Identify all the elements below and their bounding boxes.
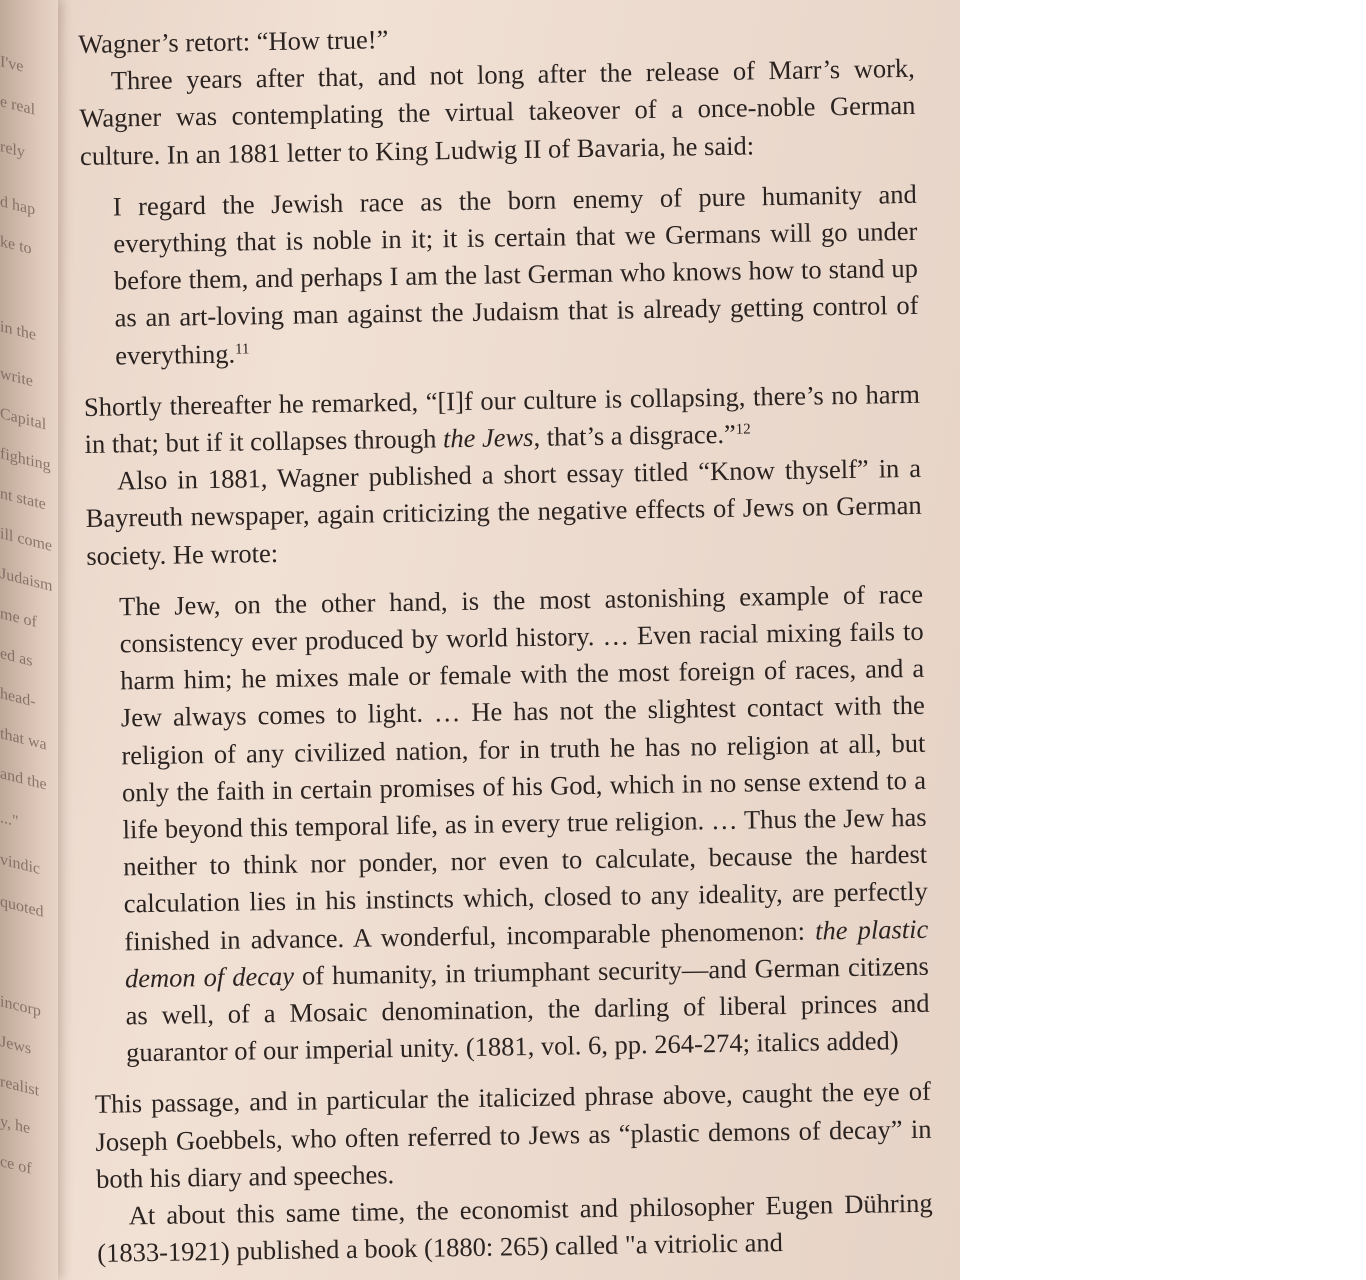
facing-page-fragment: incorp bbox=[0, 993, 41, 1021]
facing-page-edge bbox=[0, 0, 58, 1280]
paragraph: At about this same time, the economist and philosopher Eugen Dühring (1833-1921) published a book (1880: 265) called "a vitriolic and bbox=[97, 1187, 933, 1269]
quote-text: I regard the Jewish race as the born enemy of pure humanity and everything that is noble in it; it is certain that we Germans will go under before them, and perhaps I am the last German who knows how to stand up as an art-loving man against the Judaism that is already getting control of everything. bbox=[112, 178, 919, 371]
footnote-marker: 12 bbox=[735, 421, 751, 438]
paragraph-text: , that’s a disgrace.” bbox=[533, 418, 737, 452]
facing-page-fragment: in the bbox=[0, 318, 36, 344]
facing-page-fragment: ill come bbox=[0, 525, 52, 555]
footnote-marker: 11 bbox=[234, 340, 250, 358]
facing-page-fragment: ..." bbox=[0, 809, 19, 831]
paragraph: Three years after that, and not long after the release of Marr’s work, Wagner was contemplating the virtual takeover of a once-noble German culture. In an 1881 letter to King Ludwig II of Bavaria, he said: bbox=[79, 53, 916, 171]
facing-page-fragment: quoted bbox=[0, 893, 44, 921]
facing-page-fragment: Capital bbox=[0, 405, 47, 434]
facing-page-fragment: nt state bbox=[0, 485, 46, 514]
facing-page-fragment: vindic bbox=[0, 851, 40, 878]
paragraph: Also in 1881, Wagner published a short essay titled “Know thyself” in a Bayreuth newspaper, again criticizing the negative effects of Jews on German society. He wrote: bbox=[85, 453, 922, 571]
italic-phrase: the plastic demon of decay bbox=[124, 913, 929, 994]
paragraph: This passage, and in particular the italicized phrase above, caught the eye of Joseph Goebbels, who often referred to Jews as “plastic demons of decay” in both his diary and speeches. bbox=[94, 1076, 932, 1194]
quote-text: The Jew, on the other hand, is the most astonishing example of race consistency ever produced by world history. … Even racial mixing fails to harm him; he mixes male or female with the most foreign of races, and a Jew always comes to light. … He has not the slightest contact with the religion of any civilized nation, for in truth he has no religion at all, but only the faith in certain promises of his God, which in no sense extend to a life beyond this temporal life, as in every true religion. … Thus the Jew has neither to think nor ponder, nor even to calculate, because the hardest calculation lies in his instincts which, closed to any ideality, are perfectly finished in advance. A wonderful, incomparable phenomenon: bbox=[118, 578, 928, 957]
facing-page-fragment: I've bbox=[0, 53, 24, 76]
block-quote bbox=[113, 176, 920, 375]
facing-page-fragment: ed as bbox=[0, 645, 33, 671]
facing-page-fragment: realist bbox=[0, 1073, 40, 1100]
facing-page-fragment: e real bbox=[0, 93, 36, 119]
facing-page-fragment: ce of bbox=[0, 1153, 32, 1178]
facing-page-fragment: me of bbox=[0, 605, 37, 632]
facing-page-fragment: write bbox=[0, 365, 33, 391]
facing-page-fragment: ke to bbox=[0, 233, 32, 258]
italic-phrase: the Jews bbox=[442, 421, 534, 454]
facing-page-fragment: and the bbox=[0, 765, 47, 794]
block-quote bbox=[119, 576, 930, 1072]
paragraph-text: Shortly thereafter he remarked, “[I]f our culture is collapsing, there’s no harm in that; but if it collapses through bbox=[83, 378, 921, 459]
facing-page-fragment: fighting bbox=[0, 445, 51, 475]
page-body-text bbox=[78, 13, 933, 1272]
facing-page-fragment: Judaism bbox=[0, 565, 53, 596]
facing-page-fragment: head- bbox=[0, 685, 36, 711]
quote-text: of humanity, in triumphant security—and German citizens as well, of a Mosaic denomination, the darling of liberal princes and guarantor of our imperial unity. (1881, vol. 6, pp. 264-274; italics added) bbox=[125, 950, 930, 1068]
paragraph bbox=[84, 376, 921, 464]
facing-page-fragment: that wa bbox=[0, 725, 47, 754]
facing-page-fragment: d hap bbox=[0, 193, 36, 219]
facing-page-fragment: rely bbox=[0, 138, 25, 162]
facing-page-fragment: Jews bbox=[0, 1033, 32, 1058]
paragraph: Wagner’s retort: “How true!” bbox=[78, 24, 389, 59]
facing-page-fragment: y, he bbox=[0, 1113, 31, 1138]
